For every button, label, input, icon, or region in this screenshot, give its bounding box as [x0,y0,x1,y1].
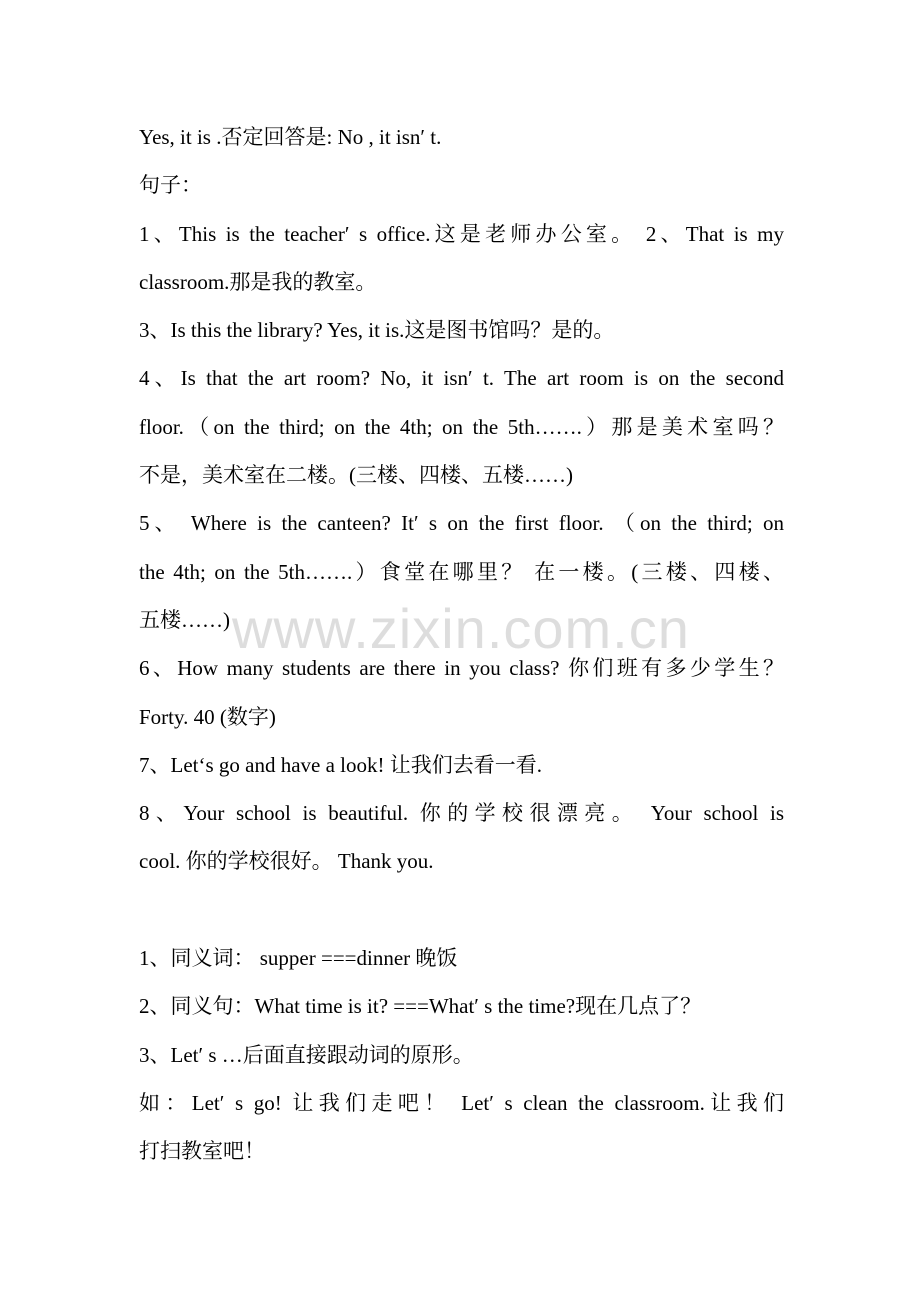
text-line: 5、 Where is the canteen? It′ s on the first floor. （on the third; on [139,511,784,536]
text-line: Forty. 40 (数字) [139,704,276,729]
text-line: 1、同义词： supper ===dinner 晚饭 [139,946,458,971]
text-line: cool. 你的学校很好。 Thank you. [139,849,434,874]
text-line: 句子： [139,173,202,198]
text-line: 4、Is that the art room? No, it isn′ t. The art room is on the second [139,366,784,391]
text-line: 如：Let′ s go! 让我们走吧！ Let′ s clean the classroom.让我们 [139,1090,784,1115]
blank-line [139,886,784,934]
text-line: 7、Let‘s go and have a look! 让我们去看一看. [139,752,543,777]
text-line: Yes, it is .否定回答是: No , it isn′ t. [139,125,442,149]
text-line: the 4th; on the 5th…….）食堂在哪里？ 在一楼。(三楼、四楼、 [139,559,784,584]
document-body [139,113,784,1176]
text-line: 6、How many students are there in you class? 你们班有多少学生？ [139,656,784,681]
text-line: 打扫教室吧！ [139,1139,265,1164]
text-line: classroom.那是我的教室。 [139,269,377,294]
text-line: 五楼……) [139,607,230,632]
watermark: www.zixin.com.cn [232,597,690,660]
text-line: 1、This is the teacher′ s office.这是老师办公室。 2、That is my [139,221,784,246]
text-line: 2、同义句：What time is it? ===What′ s the time?现在几点了？ [139,994,702,1019]
text-line: 8、Your school is beautiful. 你的学校很漂亮。 Your school is [139,801,784,826]
text-line: 3、Is this the library? Yes, it is.这是图书馆吗？是的。 [139,318,615,343]
text-line: 3、Let′ s …后面直接跟动词的原形。 [139,1042,474,1067]
text-line: 不是，美术室在二楼。(三楼、四楼、五楼……) [139,463,573,488]
text-line: floor.（on the third; on the 4th; on the 5th…….）那是美术室吗？ [139,414,784,439]
